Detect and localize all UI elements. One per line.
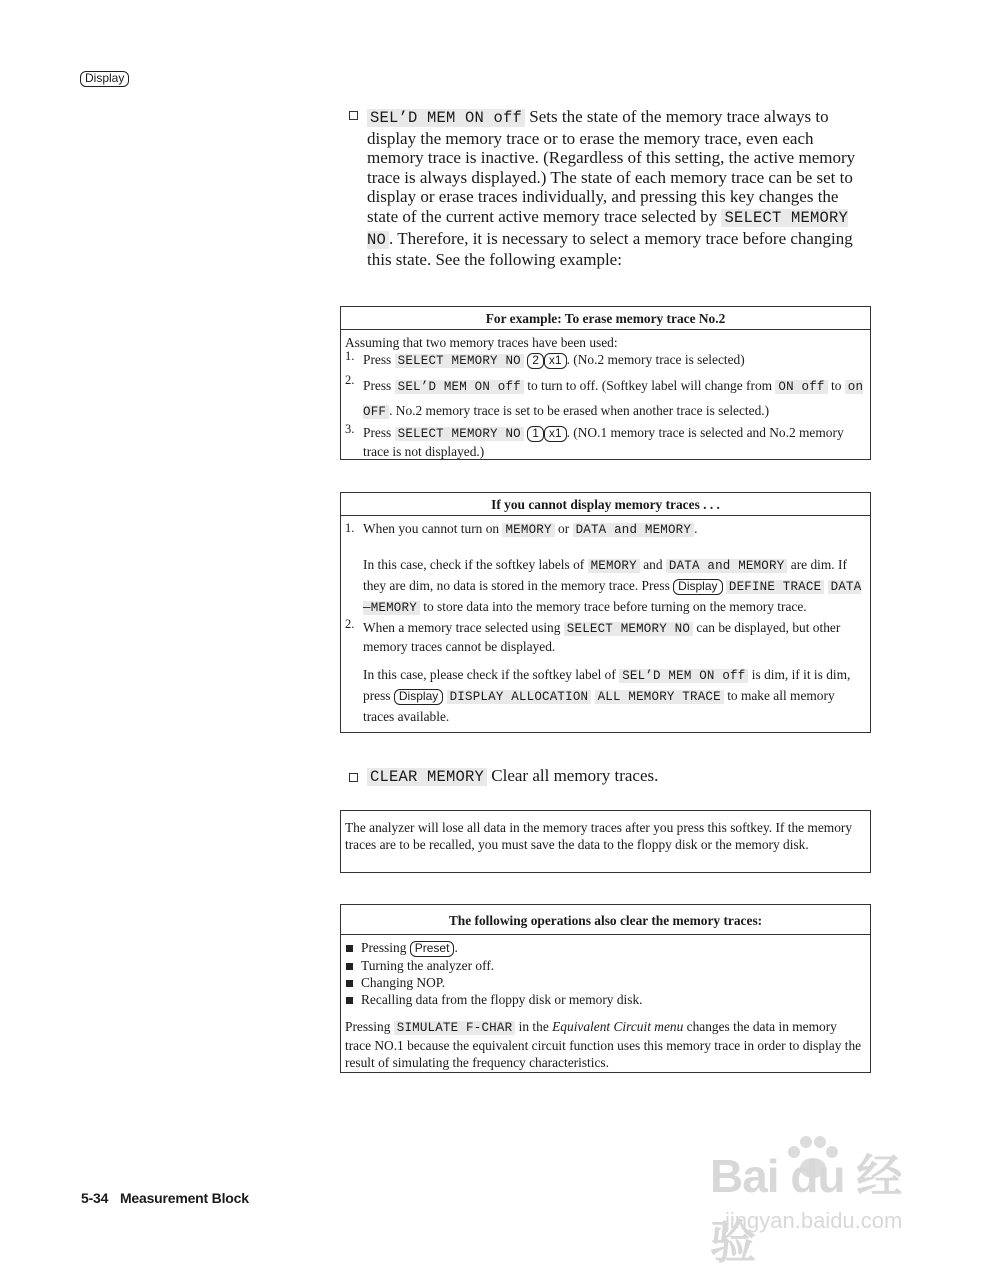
bullet-item — [345, 957, 866, 974]
step-text: to make all memory traces available. — [363, 688, 835, 724]
display-hardkey: Display — [394, 689, 443, 705]
square-bullet-icon — [346, 945, 353, 952]
trouble-paragraph-2 — [345, 665, 866, 726]
step-text: to — [831, 378, 842, 393]
bullet-text: Pressing — [361, 940, 407, 955]
memory-softkey: MEMORY — [502, 523, 554, 537]
data-and-memory-softkey: DATA and MEMORY — [573, 523, 695, 537]
step-text: and — [643, 557, 663, 572]
square-bullet-icon — [346, 997, 353, 1004]
memory-softkey: MEMORY — [588, 559, 640, 573]
step-text: . — [694, 521, 698, 536]
selmem-text-1: Sets the state of the memory trace always to display the memory trace or to erase the memory trace, even each memory trace is inactive. (Regardless of this setting, the active memory trace is always displayed.) The state of each memory trace can be set to display or erase traces individually, and pressing this key changes the state of the current active memory trace selected by — [367, 107, 856, 226]
selmem-softkey: SEL’D MEM ON off — [367, 109, 525, 127]
step-text: Press — [363, 425, 392, 440]
step-text: to store data into the memory trace before turning on the memory trace. — [423, 599, 807, 614]
select-memory-no-softkey: SELECT MEMORY NO — [564, 622, 693, 636]
select-memory-no-softkey: SELECT MEMORY NO — [395, 427, 524, 441]
selmem-text-2: . Therefore, it is necessary to select a memory trace before changing this state. See the following example: — [367, 228, 853, 270]
selmem-entry — [349, 107, 869, 270]
define-trace-softkey: DEFINE TRACE — [726, 580, 824, 594]
x1-hardkey: x1 — [544, 353, 567, 369]
note-text: changes the data in memory trace NO.1 because the equivalent circuit function uses this memory trace in order to display the result of simulating the frequency characteristics. — [345, 1018, 862, 1070]
data-to-memory-softkey: DATA—MEMORY — [363, 580, 862, 615]
step-text: can be displayed, but other memory traces cannot be displayed. — [363, 620, 841, 654]
display-allocation-softkey: DISPLAY ALLOCATION — [447, 690, 592, 704]
step-number: 1. — [345, 521, 355, 535]
example-intro: Assuming that two memory traces have been used: — [345, 335, 618, 350]
equivalent-circuit-menu-ref: Equivalent Circuit menu — [552, 1018, 684, 1034]
step-text: In this case, please check if the softkey label of — [363, 667, 616, 682]
operations-note — [345, 1018, 866, 1071]
trouble-step-1 — [345, 520, 866, 539]
bullet-text: . — [454, 940, 458, 955]
example-box — [340, 306, 871, 460]
operations-box — [340, 904, 871, 1073]
entry-bullet-icon — [349, 111, 358, 120]
step-text: Press — [363, 378, 392, 393]
preset-hardkey: Preset — [410, 941, 455, 957]
step-number: 2. — [345, 617, 355, 631]
clear-memory-description — [367, 766, 869, 788]
troubleshooting-box-title: If you cannot display memory traces . . . — [341, 493, 870, 516]
example-step-2 — [345, 374, 866, 424]
step-number: 1. — [345, 349, 355, 363]
display-hardkey: Display — [673, 579, 722, 595]
step-text: When a memory trace selected using — [363, 620, 561, 635]
step-text: are dim. If they are dim, no data is stored in the memory trace. Press — [363, 557, 847, 593]
entry-bullet-icon — [349, 773, 358, 782]
warning-text: The analyzer will lose all data in the memory traces after you press this softkey. If the memory traces are to be recalled, you must save the data to the floppy disk or the memory disk. — [345, 820, 853, 852]
step-text: . (NO.1 memory trace is selected and No.2 memory trace is not displayed.) — [363, 425, 844, 459]
note-text: in the — [518, 1018, 549, 1034]
example-step-1 — [345, 351, 866, 370]
step-text: . (No.2 memory trace is selected) — [566, 352, 745, 367]
x1-hardkey: x1 — [544, 426, 567, 442]
step-text: or — [558, 521, 570, 536]
select-memory-no-softkey: SELECT MEMORY NO — [395, 354, 524, 368]
bullet-text: Changing NOP. — [361, 974, 446, 990]
data-and-memory-softkey: DATA and MEMORY — [666, 559, 788, 573]
select-memory-no-softkey: SELECT MEMORY NO — [367, 208, 848, 249]
section-name: Measurement Block — [119, 1190, 249, 1206]
trouble-step-2 — [345, 619, 866, 655]
bullet-item — [345, 974, 866, 991]
warning-box — [340, 810, 871, 873]
step-text: Press — [363, 352, 392, 367]
selmem-description — [367, 107, 869, 270]
bullet-item — [345, 939, 866, 957]
step-number: 3. — [345, 422, 355, 436]
step-number: 2. — [345, 373, 355, 387]
step-text: is dim, if it is dim, press — [363, 667, 851, 703]
example-box-title: For example: To erase memory trace No.2 — [341, 307, 870, 330]
bullet-text: Recalling data from the floppy disk or memory disk. — [361, 991, 643, 1007]
troubleshooting-box — [340, 492, 871, 733]
watermark — [700, 1130, 940, 1270]
square-bullet-icon — [346, 963, 353, 970]
step-text: to turn to off. (Softkey label will change from — [527, 378, 773, 393]
on-off-softkey-label-new: on OFF — [363, 380, 864, 419]
display-hardkey: Display — [80, 71, 129, 87]
watermark-logo: Bai du 经验 — [710, 1150, 902, 1268]
key-1-hardkey: 1 — [527, 426, 544, 442]
selmem-softkey: SEL’D MEM ON off — [395, 380, 524, 394]
operations-box-title: The following operations also clear the memory traces: — [341, 905, 870, 935]
step-text: . No.2 memory trace is set to be erased when another trace is selected.) — [389, 403, 770, 418]
example-step-3 — [345, 424, 866, 460]
all-memory-trace-softkey: ALL MEMORY TRACE — [595, 690, 724, 704]
square-bullet-icon — [346, 980, 353, 987]
trouble-paragraph-1 — [345, 555, 866, 618]
key-2-hardkey: 2 — [527, 353, 544, 369]
clear-memory-text: Clear all memory traces. — [491, 766, 659, 785]
note-text: Pressing — [345, 1018, 391, 1034]
clear-memory-softkey: CLEAR MEMORY — [367, 768, 487, 786]
clear-memory-entry — [349, 766, 869, 788]
step-text: When you cannot turn on — [363, 521, 500, 536]
bullet-item — [345, 991, 866, 1008]
selmem-softkey: SEL’D MEM ON off — [619, 669, 748, 683]
bullet-text: Turning the analyzer off. — [361, 957, 495, 973]
simulate-f-char-softkey: SIMULATE F-CHAR — [394, 1021, 516, 1035]
step-text: In this case, check if the softkey labels of — [363, 557, 585, 572]
watermark-url: jingyan.baidu.com — [725, 1208, 903, 1233]
page-number: 5-34 — [81, 1190, 109, 1206]
page-footer — [81, 1190, 249, 1206]
on-off-softkey-label: ON off — [775, 380, 827, 394]
